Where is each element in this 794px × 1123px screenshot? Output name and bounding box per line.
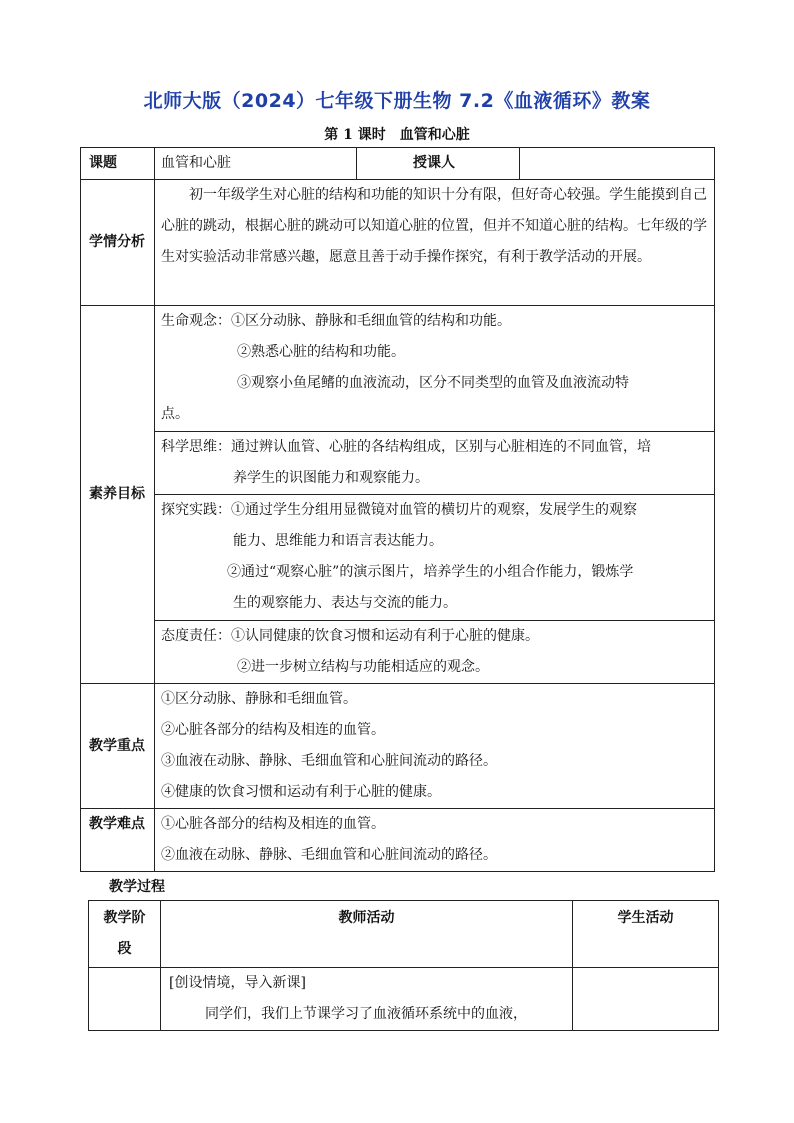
goal-life-row bbox=[81, 306, 715, 432]
key-points-cell bbox=[155, 684, 715, 809]
document-title: 北师大版（2024）七年级下册生物 7.2《血液循环》教案 bbox=[143, 90, 651, 112]
goal-attitude-row bbox=[81, 621, 715, 684]
goal-science-cell bbox=[155, 432, 715, 495]
difficult-points-label: 教学难点 bbox=[81, 809, 155, 872]
goal-practice-line: ②通过“观察心脏”的演示图片，培养学生的小组合作能力，锻炼学 bbox=[227, 564, 634, 580]
teacher-value bbox=[520, 148, 715, 180]
goal-life-line: 生命观念：①区分动脉、静脉和毛细血管的结构和功能。 bbox=[161, 313, 511, 329]
key-points-label: 教学重点 bbox=[81, 684, 155, 809]
teacher-label: 授课人 bbox=[357, 148, 520, 180]
goal-practice-line: 探究实践：①通过学生分组用显微镜对血管的横切片的观察，发展学生的观察 bbox=[161, 502, 637, 518]
lesson-subtitle: 第 1 课时 血管和心脏 bbox=[324, 127, 470, 143]
key-point-item: ②心脏各部分的结构及相连的血管。 bbox=[161, 722, 385, 738]
goal-attitude-line: 态度责任：①认同健康的饮食习惯和运动有利于心脏的健康。 bbox=[161, 628, 539, 644]
goal-science-line: 养学生的识图能力和观察能力。 bbox=[233, 470, 429, 486]
process-table bbox=[88, 900, 719, 1031]
key-point-item: ①区分动脉、静脉和毛细血管。 bbox=[161, 691, 357, 707]
key-point-item: ③血液在动脉、静脉、毛细血管和心脏间流动的路径。 bbox=[161, 753, 497, 769]
goal-attitude-line: ②进一步树立结构与功能相适应的观念。 bbox=[237, 659, 489, 675]
activity-text: 同学们，我们上节课学习了血液循环系统中的血液， bbox=[205, 1006, 527, 1022]
topic-label: 课题 bbox=[81, 148, 155, 180]
difficult-points-row bbox=[81, 809, 715, 872]
analysis-row bbox=[81, 180, 715, 306]
process-header-row bbox=[89, 901, 719, 968]
difficult-points-cell bbox=[155, 809, 715, 872]
goal-practice-row bbox=[81, 495, 715, 621]
stage-cell bbox=[89, 968, 161, 1031]
topic-row bbox=[81, 148, 715, 180]
goal-science-line: 科学思维：通过辨认血管、心脏的各结构组成，区别与心脏相连的不同血管，培 bbox=[161, 439, 651, 455]
col-stage-header: 教学阶段 bbox=[89, 901, 161, 968]
key-point-item: ④健康的饮食习惯和运动有利于心脏的健康。 bbox=[161, 784, 441, 800]
goal-science-row bbox=[81, 432, 715, 495]
goal-practice-line: 能力、思维能力和语言表达能力。 bbox=[233, 533, 443, 549]
goal-life-cell bbox=[155, 306, 715, 432]
difficult-point-item: ①心脏各部分的结构及相连的血管。 bbox=[161, 816, 385, 832]
goal-practice-cell bbox=[155, 495, 715, 621]
goal-life-line: ②熟悉心脏的结构和功能。 bbox=[237, 344, 405, 360]
col-teacher-header: 教师活动 bbox=[161, 901, 573, 968]
analysis-label: 学情分析 bbox=[81, 180, 155, 306]
goals-label: 素养目标 bbox=[81, 306, 155, 684]
goal-life-line: 点。 bbox=[161, 406, 189, 422]
lesson-info-table bbox=[80, 147, 715, 872]
analysis-text: 初一年级学生对心脏的结构和功能的知识十分有限，但好奇心较强。学生能摸到自己心脏的跳动，根据心脏的跳动可以知道心脏的位置，但并不知道心脏的结构。七年级的学生对实验活动非常感兴趣，愿意且善于动手操作探究，有利于教学活动的开展。 bbox=[155, 180, 715, 306]
goal-practice-line: 生的观察能力、表达与交流的能力。 bbox=[233, 595, 457, 611]
goal-attitude-cell bbox=[155, 621, 715, 684]
goal-life-line: ③观察小鱼尾鳍的血液流动，区分不同类型的血管及血液流动特 bbox=[237, 375, 629, 391]
process-row bbox=[89, 968, 719, 1031]
key-points-row bbox=[81, 684, 715, 809]
teacher-activity-cell bbox=[161, 968, 573, 1031]
topic-value: 血管和心脏 bbox=[155, 148, 357, 180]
activity-title: [创设情境，导入新课] bbox=[169, 975, 306, 991]
process-heading: 教学过程 bbox=[109, 879, 165, 895]
col-student-header: 学生活动 bbox=[573, 901, 719, 968]
difficult-point-item: ②血液在动脉、静脉、毛细血管和心脏间流动的路径。 bbox=[161, 847, 497, 863]
student-activity-cell bbox=[573, 968, 719, 1031]
